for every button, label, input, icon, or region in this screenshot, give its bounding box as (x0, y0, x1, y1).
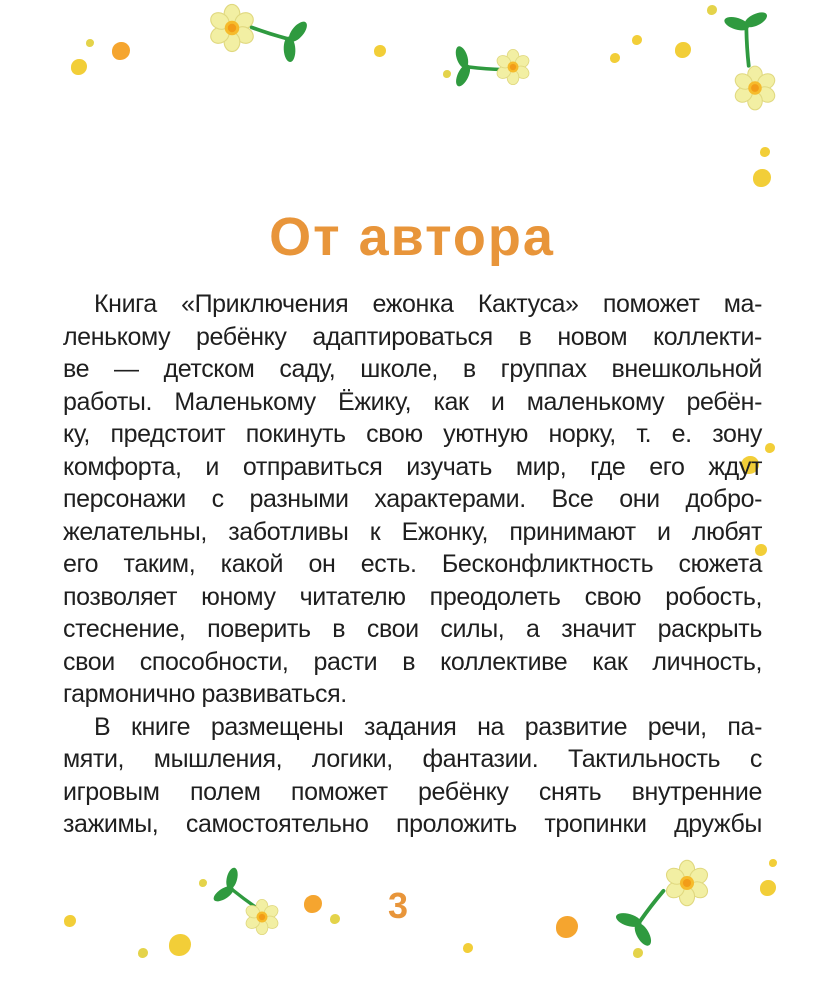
paint-dot-icon (769, 859, 777, 867)
body-text (63, 288, 762, 841)
text-line: персонажи с разными характерами. Все они добро- (63, 485, 762, 513)
text-line: ку, предстоит покинуть свою уютную норку, т. е. зону (63, 420, 762, 448)
flower-icon (660, 856, 714, 910)
text-line: позволяет юному читателю преодолеть свою робость, (63, 582, 762, 611)
paint-dot-icon (304, 895, 322, 913)
text-line: гармонично развиваться. (63, 680, 347, 708)
text-line: Книга «Приключения ежонка Кактуса» поможет ма- (94, 290, 762, 318)
paint-dot-icon (633, 948, 643, 958)
paint-dot-icon (632, 35, 642, 45)
paint-dot-icon (71, 59, 87, 75)
text-line: работы. Маленькому Ёжику, как и маленькому ребён- (63, 387, 762, 416)
text-line: В книге размещены задания на развитие речи, па- (94, 712, 762, 741)
paint-dot-icon (760, 880, 776, 896)
paint-dot-icon (374, 45, 386, 57)
paint-dot-icon (556, 916, 578, 938)
paint-dot-icon (610, 53, 620, 63)
flower-icon (241, 896, 283, 938)
text-line: его таким, какой он есть. Бесконфликтность сюжета (63, 550, 762, 578)
paint-dot-icon (760, 147, 770, 157)
text-line: свои способности, расти в коллективе как личность, (63, 647, 762, 676)
text-line: игровым полем поможет ребёнку снять внутренние (63, 777, 762, 806)
flower-icon (729, 62, 781, 114)
paint-dot-icon (765, 443, 775, 453)
text-line: зажимы, самостоятельно проложить тропинки дружбы (63, 810, 762, 838)
paint-dot-icon (707, 5, 717, 15)
text-line: желательны, заботливы к Ежонку, принимают и любят (63, 517, 762, 546)
paint-dot-icon (463, 943, 473, 953)
paint-dot-icon (64, 915, 76, 927)
flower-icon (492, 46, 534, 88)
text-line: комфорта, и отправиться изучать мир, где его ждут (63, 452, 762, 481)
text-line: ленькому ребёнку адаптироваться в новом коллекти- (63, 322, 762, 351)
page-title: От автора (269, 207, 555, 267)
paragraph (63, 711, 762, 841)
text-line: ве — детском саду, школе, в группах внешкольной (63, 355, 762, 383)
paragraph (63, 288, 762, 711)
text-line: стеснение, поверить в свои силы, а значит раскрыть (63, 615, 762, 643)
paint-dot-icon (330, 914, 340, 924)
paint-dot-icon (86, 39, 94, 47)
text-line: мяти, мышления, логики, фантазии. Тактильность с (63, 745, 762, 773)
paint-dot-icon (199, 879, 207, 887)
page-number: 3 (387, 885, 409, 926)
paint-dot-icon (138, 948, 148, 958)
paint-dot-icon (112, 42, 130, 60)
paint-dot-icon (675, 42, 691, 58)
paint-dot-icon (753, 169, 771, 187)
paint-dot-icon (169, 934, 191, 956)
